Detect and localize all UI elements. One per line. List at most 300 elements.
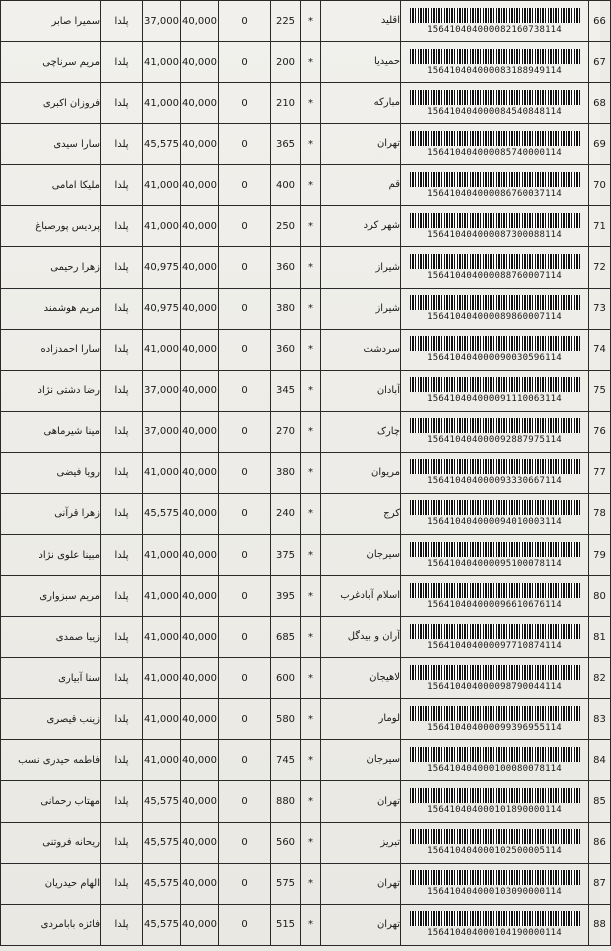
price-cell [143,1,181,42]
base-amount-cell [181,658,219,699]
barcode-icon [410,172,580,187]
customer-name-text: رویا فیضی [56,467,100,479]
row-number-text: 81 [593,631,606,643]
price-text: 41,000 [144,97,179,109]
discount-text: 0 [241,796,248,808]
shipment-type-text: پلدا [114,672,129,684]
shipment-type-cell [101,1,143,42]
base-amount-text: 40,000 [182,796,217,808]
price-cell [143,699,181,740]
row-number-text: 71 [593,220,606,232]
customer-name-cell [1,576,101,617]
discount-text: 0 [241,97,248,109]
customer-name-cell [1,904,101,945]
base-amount-cell [181,1,219,42]
price-cell [143,904,181,945]
table-row [1,535,611,576]
weight-text: 250 [275,220,296,232]
base-amount-text: 40,000 [182,919,217,931]
price-text: 37,000 [144,15,179,27]
customer-name-cell [1,288,101,329]
destination-city-text: تهران [376,918,400,930]
discount-text: 0 [241,713,248,725]
shipment-type-cell [101,288,143,329]
tracking-code-text: 156410404000088760007114 [427,271,562,281]
tracking-code-cell [401,863,589,904]
discount-cell [219,863,271,904]
row-number-cell [589,576,611,617]
base-amount-text: 40,000 [182,15,217,27]
destination-city-text: تبریز [380,836,400,848]
row-number-cell [589,1,611,42]
customer-name-cell [1,658,101,699]
shipment-type-cell [101,699,143,740]
mark-cell [301,165,321,206]
discount-cell [219,904,271,945]
destination-city-text: سردشت [363,343,400,355]
destination-city-cell [321,1,401,42]
base-amount-text: 40,000 [182,179,217,191]
destination-city-cell [321,535,401,576]
price-text: 40,975 [144,262,179,273]
mark-cell [301,42,321,83]
destination-city-cell [321,411,401,452]
customer-name-text: مبینا علوی نژاد [38,549,100,561]
customer-name-text: سمیرا صابر [51,15,100,27]
tracking-code-text: 156410404000092887975114 [427,435,562,446]
destination-city-cell [321,329,401,370]
row-number-cell [589,493,611,534]
row-number-text: 74 [593,344,606,356]
shipment-type-text: پلدا [114,385,129,397]
discount-text: 0 [241,56,248,68]
tracking-code-text: 156410404000083188949114 [427,65,562,76]
destination-city-text: اقلید [380,15,400,27]
destination-city-cell [321,247,401,288]
weight-cell [271,42,301,83]
barcode-icon [410,624,580,639]
mark-cell [301,452,321,493]
discount-text: 0 [241,754,248,766]
shipment-type-text: پلدا [114,15,129,27]
mark-cell [301,329,321,370]
weight-cell [271,411,301,452]
destination-city-text: شیراز [375,302,400,314]
row-number-text: 82 [593,672,606,684]
discount-cell [219,1,271,42]
tracking-code-cell [401,1,589,42]
row-number-text: 87 [593,878,606,890]
row-number-cell [589,452,611,493]
weight-text: 575 [275,878,296,890]
base-amount-text: 40,000 [182,138,217,150]
table-row [1,863,611,904]
weight-cell [271,124,301,165]
barcode-icon [410,911,580,926]
base-amount-cell [181,206,219,247]
mark-text: * [308,549,313,561]
destination-city-text: سیرجان [366,549,400,561]
weight-cell [271,740,301,781]
shipment-type-cell [101,535,143,576]
price-text: 41,000 [144,549,179,561]
table-row [1,740,611,781]
weight-text: 515 [275,919,296,931]
barcode-icon [410,459,580,474]
mark-cell [301,699,321,740]
tracking-code-text: 156410404000086760037114 [427,188,562,199]
shipment-type-text: پلدا [114,220,129,232]
destination-city-cell [321,740,401,781]
weight-text: 270 [275,426,296,438]
destination-city-cell [321,576,401,617]
price-cell [143,493,181,534]
mark-text: * [308,919,313,931]
mark-text: * [308,138,313,150]
shipment-type-cell [101,781,143,822]
row-number-cell [589,329,611,370]
row-number-cell [589,822,611,863]
destination-city-text: سیرجان [366,754,400,766]
mark-text: * [308,15,313,27]
mark-cell [301,904,321,945]
customer-name-text: مریم سرناچی [42,56,100,68]
customer-name-cell [1,452,101,493]
row-number-text: 73 [593,303,606,315]
price-text: 41,000 [144,179,179,191]
tracking-code-text: 156410404000084540848114 [427,106,562,117]
barcode-icon [410,49,580,64]
row-number-text: 72 [593,262,606,273]
barcode-icon [410,665,580,680]
price-cell [143,165,181,206]
table-row [1,165,611,206]
row-number-cell [589,83,611,124]
row-number-text: 75 [593,385,606,397]
price-text: 41,000 [144,56,179,68]
mark-cell [301,370,321,411]
discount-cell [219,42,271,83]
shipment-type-cell [101,904,143,945]
price-text: 45,575 [144,878,179,890]
customer-name-text: مریم هوشمند [43,303,100,315]
barcode-icon [410,418,580,433]
mark-text: * [308,179,313,191]
base-amount-cell [181,822,219,863]
discount-cell [219,781,271,822]
customer-name-text: ریحانه فروتنی [42,837,100,849]
destination-city-cell [321,83,401,124]
destination-city-cell [321,863,401,904]
weight-text: 360 [275,344,296,356]
discount-text: 0 [241,467,248,479]
barcode-icon [410,829,580,844]
weight-cell [271,1,301,42]
shipment-type-text: پلدا [114,590,129,602]
tracking-code-cell [401,165,589,206]
price-text: 41,000 [144,590,179,602]
destination-city-cell [321,822,401,863]
price-cell [143,206,181,247]
price-text: 45,575 [144,138,179,150]
tracking-code-cell [401,535,589,576]
customer-name-text: زهرا رحیمی [50,262,100,273]
discount-cell [219,493,271,534]
base-amount-text: 40,000 [182,837,217,849]
tracking-code-text: 156410404000087300088114 [427,229,562,240]
mark-cell [301,822,321,863]
table-row [1,904,611,945]
weight-cell [271,493,301,534]
discount-cell [219,165,271,206]
discount-cell [219,617,271,658]
base-amount-text: 40,000 [182,713,217,725]
weight-cell [271,781,301,822]
mark-text: * [308,262,313,273]
price-cell [143,83,181,124]
mark-text: * [308,754,313,766]
weight-cell [271,247,301,288]
shipment-type-text: پلدا [114,426,129,438]
table-row [1,452,611,493]
price-text: 41,000 [144,220,179,232]
mark-text: * [308,56,313,68]
row-number-text: 66 [593,15,606,27]
discount-cell [219,411,271,452]
price-text: 40,975 [144,303,179,315]
weight-cell [271,370,301,411]
destination-city-text: آران و بیدگل [347,631,400,643]
price-cell [143,124,181,165]
shipment-type-text: پلدا [114,549,129,561]
row-number-text: 68 [593,97,606,109]
barcode-icon [410,500,580,515]
base-amount-cell [181,904,219,945]
row-number-cell [589,863,611,904]
base-amount-cell [181,370,219,411]
row-number-cell [589,535,611,576]
discount-text: 0 [241,179,248,191]
destination-city-cell [321,658,401,699]
mark-text: * [308,837,313,849]
base-amount-text: 40,000 [182,631,217,643]
destination-city-cell [321,452,401,493]
destination-city-cell [321,781,401,822]
destination-city-text: شهر کرد [363,220,400,232]
price-cell [143,329,181,370]
base-amount-cell [181,83,219,124]
discount-text: 0 [241,549,248,561]
mark-cell [301,863,321,904]
discount-text: 0 [241,426,248,438]
table-row [1,576,611,617]
customer-name-text: سارا احمدزاده [40,344,100,356]
customer-name-cell [1,42,101,83]
discount-cell [219,452,271,493]
weight-text: 380 [275,303,296,315]
customer-name-cell [1,822,101,863]
customer-name-cell [1,493,101,534]
row-number-text: 85 [593,796,606,808]
tracking-code-text: 156410404000100080078114 [427,763,562,774]
base-amount-text: 40,000 [182,303,217,315]
weight-cell [271,329,301,370]
base-amount-text: 40,000 [182,508,217,520]
tracking-code-text: 156410404000099396955114 [427,722,562,733]
weight-cell [271,658,301,699]
row-number-cell [589,288,611,329]
mark-text: * [308,631,313,643]
base-amount-text: 40,000 [182,549,217,561]
tracking-code-cell [401,740,589,781]
mark-text: * [308,508,313,520]
shipment-type-cell [101,493,143,534]
tracking-code-text: 156410404000098790044114 [427,681,562,692]
tracking-code-text: 156410404000094010003114 [427,517,562,528]
tracking-code-text: 156410404000101890000114 [427,805,562,816]
tracking-code-cell [401,576,589,617]
customer-name-text: رضا دشتی نژاد [37,385,100,397]
weight-text: 400 [275,179,296,191]
shipment-type-cell [101,370,143,411]
shipment-type-text: پلدا [114,344,129,356]
mark-text: * [308,303,313,315]
price-text: 41,000 [144,344,179,356]
row-number-cell [589,165,611,206]
shipment-type-cell [101,83,143,124]
customer-name-text: مریم سبزواری [39,590,100,602]
destination-city-cell [321,617,401,658]
base-amount-text: 40,000 [182,467,217,479]
price-cell [143,658,181,699]
base-amount-cell [181,165,219,206]
mark-cell [301,617,321,658]
price-cell [143,822,181,863]
customer-name-text: فائزه بابامردی [40,919,100,931]
row-number-text: 67 [593,56,606,68]
destination-city-text: قم [388,179,400,191]
tracking-code-cell [401,658,589,699]
discount-cell [219,576,271,617]
row-number-text: 83 [593,713,606,725]
discount-text: 0 [241,590,248,602]
tracking-code-text: 156410404000097710874114 [427,640,562,651]
base-amount-text: 40,000 [182,754,217,766]
destination-city-text: لاهیجان [369,672,400,684]
discount-cell [219,247,271,288]
barcode-icon [410,377,580,392]
tracking-code-cell [401,247,589,288]
customer-name-text: پردیس پورصباغ [35,220,100,232]
weight-cell [271,452,301,493]
destination-city-text: آبادان [376,384,400,396]
tracking-code-text: 156410404000102500005114 [427,846,562,857]
price-cell [143,617,181,658]
price-text: 45,575 [144,919,179,931]
base-amount-cell [181,576,219,617]
tracking-code-text: 156410404000090030596114 [427,353,562,364]
discount-text: 0 [241,837,248,849]
tracking-code-text: 156410404000103090000114 [427,887,562,898]
weight-cell [271,699,301,740]
shipment-type-cell [101,452,143,493]
mark-text: * [308,878,313,890]
destination-city-cell [321,904,401,945]
destination-city-text: مبارکه [373,97,400,109]
table-row [1,206,611,247]
customer-name-text: فاطمه حیدری نسب [18,754,100,766]
price-cell [143,740,181,781]
tracking-code-cell [401,452,589,493]
weight-cell [271,206,301,247]
base-amount-cell [181,42,219,83]
shipment-type-cell [101,411,143,452]
table-row [1,83,611,124]
weight-cell [271,288,301,329]
tracking-code-text: 156410404000095100078114 [427,558,562,569]
base-amount-cell [181,863,219,904]
destination-city-cell [321,206,401,247]
discount-cell [219,124,271,165]
discount-text: 0 [241,631,248,643]
row-number-cell [589,411,611,452]
shipment-type-text: پلدا [114,754,129,766]
base-amount-text: 40,000 [182,672,217,684]
barcode-icon [410,706,580,721]
weight-cell [271,83,301,124]
price-cell [143,576,181,617]
row-number-cell [589,781,611,822]
discount-text: 0 [241,878,248,890]
table-row [1,124,611,165]
price-text: 45,575 [144,796,179,808]
base-amount-text: 40,000 [182,220,217,232]
weight-text: 365 [275,138,296,150]
tracking-code-cell [401,42,589,83]
discount-cell [219,288,271,329]
barcode-icon [410,213,580,228]
barcode-icon [410,254,580,269]
row-number-cell [589,247,611,288]
base-amount-text: 40,000 [182,344,217,356]
row-number-text: 69 [593,138,606,150]
table-row [1,247,611,288]
shipment-type-cell [101,165,143,206]
weight-cell [271,863,301,904]
table-row [1,493,611,534]
customer-name-text: مینا شیرماهی [43,426,100,438]
mark-cell [301,206,321,247]
weight-text: 580 [275,713,296,725]
mark-text: * [308,796,313,808]
shipment-type-text: پلدا [114,508,129,520]
table-row [1,42,611,83]
customer-name-text: سارا سیدی [53,138,100,150]
price-cell [143,247,181,288]
shipment-type-text: پلدا [114,796,129,808]
price-cell [143,535,181,576]
tracking-code-text: 156410404000096610676114 [427,599,562,610]
customer-name-cell [1,740,101,781]
discount-text: 0 [241,15,248,27]
tracking-code-cell [401,329,589,370]
mark-cell [301,658,321,699]
destination-city-text: تهران [376,877,400,889]
shipment-type-cell [101,658,143,699]
discount-text: 0 [241,303,248,315]
customer-name-cell [1,206,101,247]
barcode-icon [410,131,580,146]
